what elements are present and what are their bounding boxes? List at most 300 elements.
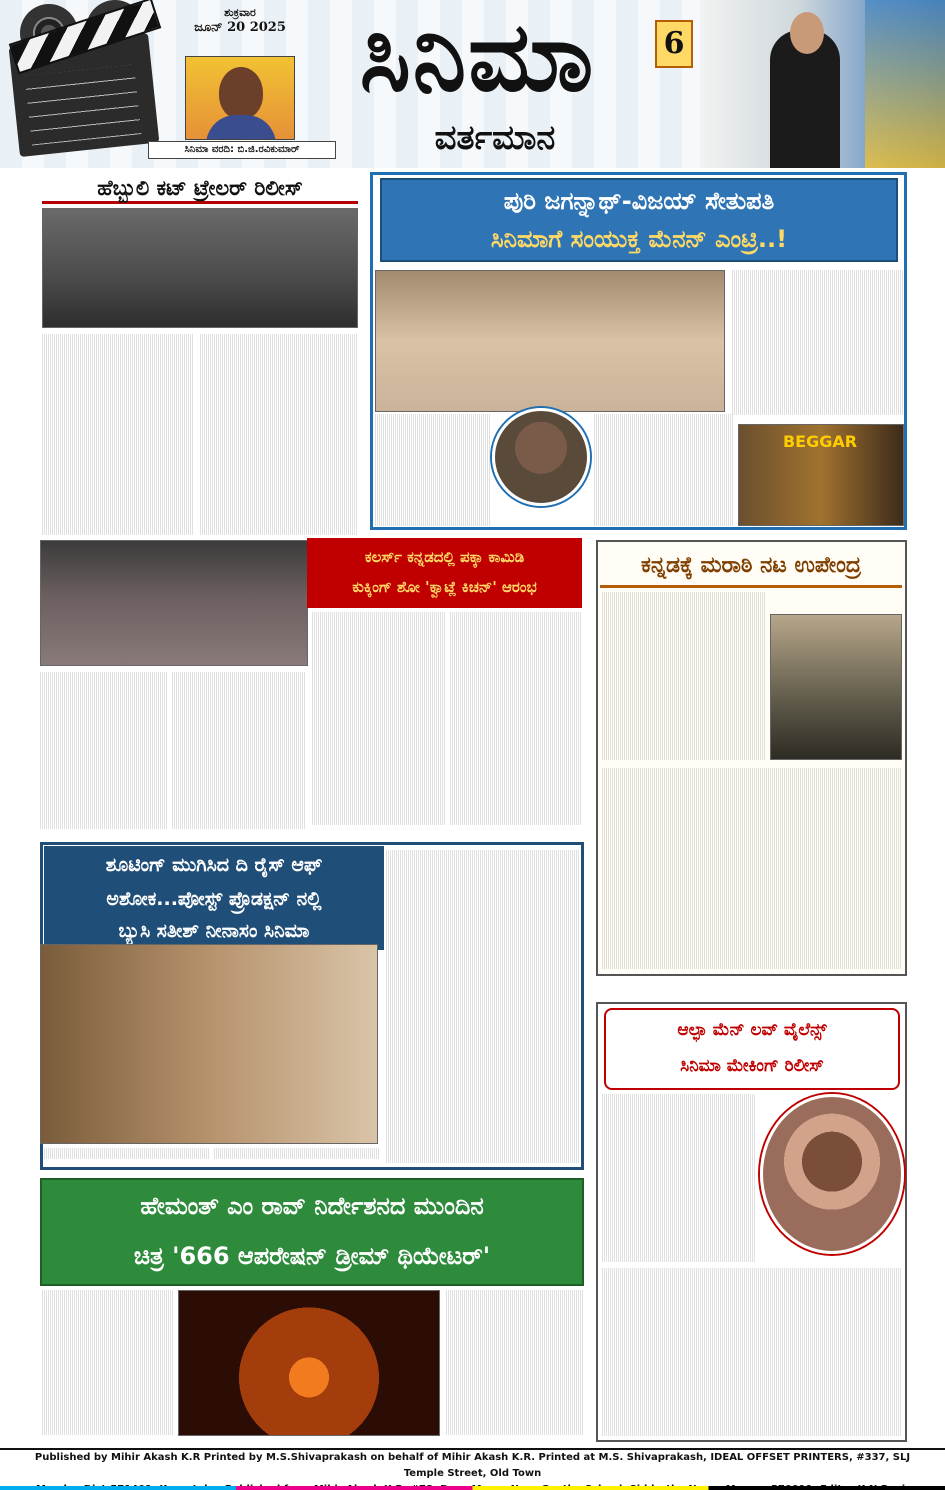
text-line	[386, 1074, 580, 1085]
text-line	[386, 1152, 580, 1163]
text-line	[732, 337, 904, 348]
text-line	[386, 1119, 580, 1130]
text-line	[594, 459, 734, 470]
colors-kannada-headline-line2: ಕುಕ್ಕಿಂಗ್ ಶೋ 'ಕ್ವಾಟ್ಲೆ ಕಿಚನ್' ಆರಂಭ	[352, 578, 537, 596]
text-line	[40, 739, 168, 750]
text-line	[42, 1424, 174, 1435]
text-line	[602, 1251, 756, 1262]
text-line	[602, 846, 902, 857]
newspaper-logo: ಸಿನಿಮಾ	[359, 1, 596, 113]
text-line	[312, 634, 446, 645]
text-line	[594, 481, 734, 492]
text-line	[200, 513, 358, 524]
text-line	[386, 884, 580, 895]
text-line	[602, 869, 902, 880]
text-line	[312, 657, 446, 668]
hero-deity-figure	[865, 0, 945, 168]
text-line	[602, 1228, 756, 1239]
text-line	[602, 637, 766, 648]
text-line	[602, 824, 902, 835]
text-line	[42, 491, 194, 502]
beggar-poster-title: BEGGAR	[782, 432, 858, 451]
text-line	[42, 479, 194, 490]
text-line	[42, 1324, 174, 1335]
text-line	[602, 768, 902, 779]
text-line	[40, 683, 168, 694]
text-line	[450, 623, 582, 634]
ashoka-column-bottom-2	[214, 1148, 380, 1168]
text-line	[42, 502, 194, 513]
alpha-headline-line1: ಆಲ್ಫಾ ಮೆನ್ ಲವ್ ವೈಲೆನ್ಸ್	[677, 1020, 827, 1040]
text-line	[172, 762, 306, 773]
text-line	[446, 1391, 584, 1402]
colors-kannada-headline-line1: ಕಲರ್ಸ್ ಕನ್ನಡದಲ್ಲಿ ಪಕ್ಕಾ ಕಾಮಿಡಿ	[364, 548, 525, 566]
upendra-column-bottom	[602, 768, 902, 970]
text-line	[172, 706, 306, 717]
text-line	[42, 524, 194, 535]
text-line	[450, 780, 582, 791]
colors-column-2	[172, 672, 306, 834]
text-line	[446, 1357, 584, 1368]
text-line	[732, 304, 904, 315]
text-line	[602, 1302, 902, 1313]
alpha-column-left	[602, 1094, 756, 1264]
hemanth-column-left	[42, 1290, 174, 1440]
text-line	[42, 1368, 174, 1379]
text-line	[450, 634, 582, 645]
text-line	[200, 401, 358, 412]
text-line	[375, 470, 490, 481]
alpha-director-photo	[760, 1094, 904, 1254]
text-line	[375, 515, 490, 526]
text-line	[375, 459, 490, 470]
text-line	[386, 984, 580, 995]
text-line	[386, 1063, 580, 1074]
text-line	[312, 757, 446, 768]
text-line	[732, 393, 904, 404]
text-line	[200, 379, 358, 390]
text-line	[602, 891, 902, 902]
text-line	[172, 739, 306, 750]
text-line	[602, 902, 902, 913]
puri-headline-line2: ಸಿನಿಮಾಗೆ ಸಂಯುಕ್ತ ಮೆನನ್ ಎಂಟ್ರಿ..!	[490, 225, 788, 253]
hemanth-poster-photo	[178, 1290, 440, 1436]
text-line	[602, 1402, 902, 1413]
text-line	[602, 1195, 756, 1206]
text-line	[172, 683, 306, 694]
text-line	[602, 790, 902, 801]
text-line	[312, 735, 446, 746]
text-line	[42, 1301, 174, 1312]
text-line	[386, 872, 580, 883]
imprint-line-1: Published by Mihir Akash K.R Printed by M.S.Shivaprakash on behalf of Mihir Akash K.R. Printed at M.S. Shivaprakash, IDEAL OFFSET PRINTERS, #337, SLJ Temple Street, Old Town	[34, 1452, 911, 1479]
text-line	[602, 592, 766, 603]
text-line	[602, 715, 766, 726]
text-line	[732, 348, 904, 359]
text-line	[375, 481, 490, 492]
text-line	[42, 468, 194, 479]
text-line	[446, 1324, 584, 1335]
text-line	[602, 1335, 902, 1346]
text-line	[602, 749, 766, 760]
text-line	[386, 1007, 580, 1018]
text-line	[312, 646, 446, 657]
text-line	[594, 436, 734, 447]
text-line	[386, 951, 580, 962]
upendra-column-left	[602, 592, 766, 764]
text-line	[446, 1290, 584, 1301]
text-line	[602, 682, 766, 693]
text-line	[602, 1184, 756, 1195]
text-line	[602, 1116, 756, 1127]
hero-actor-face	[790, 12, 824, 54]
upendra-headline: ಕನ್ನಡಕ್ಕೆ ಮರಾಠಿ ನಟ ಉಪೇಂದ್ರ	[600, 544, 902, 588]
text-line	[446, 1402, 584, 1413]
text-line	[172, 728, 306, 739]
text-line	[450, 757, 582, 768]
text-line	[602, 1094, 756, 1105]
text-line	[602, 1324, 902, 1335]
text-line	[602, 603, 766, 614]
masthead	[0, 0, 945, 168]
text-line	[594, 448, 734, 459]
text-line	[602, 737, 766, 748]
text-line	[386, 906, 580, 917]
text-line	[200, 356, 358, 367]
text-line	[312, 702, 446, 713]
text-line	[450, 802, 582, 813]
text-line	[312, 802, 446, 813]
author-head	[219, 67, 263, 119]
text-line	[594, 492, 734, 503]
text-line	[450, 668, 582, 679]
text-line	[386, 861, 580, 872]
text-line	[602, 1313, 902, 1324]
text-line	[450, 612, 582, 623]
puri-cast-group-photo	[375, 270, 725, 412]
text-line	[40, 795, 168, 806]
hebbuli-trailer-event-photo	[42, 208, 358, 328]
text-line	[450, 702, 582, 713]
text-line	[386, 973, 580, 984]
text-line	[450, 735, 582, 746]
issue-date	[190, 6, 290, 35]
text-line	[602, 858, 902, 869]
text-line	[602, 704, 766, 715]
text-line	[40, 762, 168, 773]
text-line	[200, 502, 358, 513]
ashoka-column-right	[386, 850, 580, 1164]
text-line	[386, 1141, 580, 1152]
text-line	[450, 746, 582, 757]
text-line	[602, 1172, 756, 1183]
page-number: 6	[655, 20, 693, 68]
vijay-sethupathi-inset-photo	[492, 408, 590, 506]
text-line	[312, 679, 446, 690]
text-line	[172, 806, 306, 817]
text-line	[42, 1335, 174, 1346]
text-line	[602, 1139, 756, 1150]
puri-column-bottom-left	[375, 414, 490, 526]
text-line	[602, 1413, 902, 1424]
text-line	[732, 382, 904, 393]
imprint-text	[20, 1450, 925, 1484]
text-line	[312, 780, 446, 791]
text-line	[44, 1148, 210, 1159]
newspaper-logo-subtitle: ವರ್ತಮಾನ	[434, 118, 556, 158]
text-line	[200, 390, 358, 401]
text-line	[312, 668, 446, 679]
text-line	[200, 491, 358, 502]
text-line	[386, 928, 580, 939]
text-line	[450, 713, 582, 724]
text-line	[602, 936, 902, 947]
text-line	[446, 1301, 584, 1312]
text-line	[602, 659, 766, 670]
text-line	[450, 813, 582, 824]
text-line	[172, 817, 306, 828]
text-line	[42, 334, 194, 345]
text-line	[732, 371, 904, 382]
print-registration-color-bar	[0, 1486, 945, 1490]
text-line	[450, 646, 582, 657]
ashoka-column-bottom-1	[44, 1148, 210, 1168]
text-line	[386, 1096, 580, 1107]
text-line	[450, 690, 582, 701]
text-line	[594, 414, 734, 425]
text-line	[386, 917, 580, 928]
text-line	[386, 1051, 580, 1062]
text-line	[200, 368, 358, 379]
text-line	[172, 795, 306, 806]
text-line	[312, 791, 446, 802]
text-line	[172, 750, 306, 761]
text-line	[40, 672, 168, 683]
text-line	[386, 850, 580, 861]
text-line	[42, 379, 194, 390]
text-line	[200, 457, 358, 468]
text-line	[200, 424, 358, 435]
text-line	[42, 1380, 174, 1391]
text-line	[40, 717, 168, 728]
text-line	[450, 791, 582, 802]
text-line	[214, 1148, 380, 1159]
hebbuli-column-2	[200, 334, 358, 536]
text-line	[40, 784, 168, 795]
text-line	[200, 446, 358, 457]
text-line	[42, 1413, 174, 1424]
text-line	[172, 672, 306, 683]
hebbuli-headline: ಹೆಬ್ಬುಲಿ ಕಟ್ ಟ್ರೇಲರ್ ರಿಲೀಸ್	[42, 172, 358, 204]
ashoka-headline-line2: ಅಶೋಕ...ಪೋಸ್ಟ್ ಪ್ರೊಡಕ್ಷನ್ ನಲ್ಲಿ	[106, 888, 322, 910]
author-body	[206, 115, 276, 140]
text-line	[446, 1346, 584, 1357]
text-line	[312, 690, 446, 701]
colors-kannada-group-photo	[40, 540, 308, 666]
text-line	[602, 1425, 902, 1436]
puri-column-top-right	[732, 270, 904, 420]
text-line	[446, 1413, 584, 1424]
text-line	[602, 913, 902, 924]
text-line	[732, 315, 904, 326]
text-line	[42, 1391, 174, 1402]
text-line	[200, 345, 358, 356]
text-line	[42, 1402, 174, 1413]
text-line	[602, 1346, 902, 1357]
text-line	[386, 962, 580, 973]
text-line	[732, 360, 904, 371]
text-line	[375, 414, 490, 425]
text-line	[42, 1357, 174, 1368]
text-line	[446, 1368, 584, 1379]
text-line	[602, 726, 766, 737]
text-line	[446, 1312, 584, 1323]
text-line	[602, 626, 766, 637]
text-line	[602, 813, 902, 824]
text-line	[602, 1128, 756, 1139]
upendra-actor-photo	[770, 614, 902, 760]
puri-column-bottom-middle	[594, 414, 734, 526]
text-line	[446, 1424, 584, 1435]
text-line	[200, 479, 358, 490]
text-line	[172, 773, 306, 784]
text-line	[312, 813, 446, 824]
text-line	[42, 424, 194, 435]
text-line	[450, 724, 582, 735]
text-line	[602, 779, 902, 790]
text-line	[40, 806, 168, 817]
masthead-hero-photo	[700, 0, 945, 168]
text-line	[732, 281, 904, 292]
text-line	[386, 1018, 580, 1029]
text-line	[200, 468, 358, 479]
text-line	[602, 802, 902, 813]
text-line	[594, 504, 734, 515]
colors-column-1	[40, 672, 168, 834]
text-line	[42, 446, 194, 457]
issue-weekday: ಶುಕ್ರವಾರ	[224, 6, 256, 19]
text-line	[602, 1268, 902, 1279]
text-line	[386, 895, 580, 906]
text-line	[386, 1130, 580, 1141]
text-line	[386, 995, 580, 1006]
text-line	[200, 412, 358, 423]
text-line	[200, 524, 358, 535]
text-line	[172, 784, 306, 795]
text-line	[602, 1105, 756, 1116]
ashoka-headline-line1: ಶೂಟಿಂಗ್ ಮುಗಿಸಿದ ದಿ ರೈಸ್ ಆಫ್	[105, 854, 323, 876]
text-line	[602, 1380, 902, 1391]
text-line	[40, 817, 168, 828]
text-line	[42, 401, 194, 412]
text-line	[594, 425, 734, 436]
issue-full-date: ಜೂನ್ 20 2025	[194, 20, 286, 35]
alpha-column-bottom	[602, 1268, 902, 1438]
text-line	[40, 694, 168, 705]
text-line	[312, 769, 446, 780]
ashoka-headline-line3: ಬ್ಯುಸಿ ಸತೀಶ್ ನೀನಾಸಂ ಸಿನಿಮಾ	[118, 920, 310, 942]
text-line	[42, 356, 194, 367]
text-line	[602, 947, 902, 958]
text-line	[200, 435, 358, 446]
text-line	[732, 270, 904, 281]
text-line	[450, 679, 582, 690]
text-line	[602, 648, 766, 659]
text-line	[602, 1290, 902, 1301]
text-line	[312, 746, 446, 757]
text-line	[42, 1312, 174, 1323]
text-line	[312, 623, 446, 634]
text-line	[312, 713, 446, 724]
text-line	[172, 694, 306, 705]
text-line	[602, 835, 902, 846]
text-line	[602, 880, 902, 891]
text-line	[200, 334, 358, 345]
text-line	[450, 657, 582, 668]
text-line	[386, 1107, 580, 1118]
text-line	[602, 614, 766, 625]
text-line	[602, 958, 902, 969]
text-line	[602, 1239, 756, 1250]
text-line	[375, 504, 490, 515]
author-photo	[185, 56, 295, 140]
text-line	[40, 706, 168, 717]
text-line	[450, 769, 582, 780]
text-line	[42, 390, 194, 401]
text-line	[375, 448, 490, 459]
text-line	[42, 457, 194, 468]
author-caption: ಸಿನಿಮಾ ವರದಿ: ಬಿ.ಜಿ.ರವಿಕುಮಾರ್	[148, 141, 336, 159]
text-line	[594, 470, 734, 481]
hemanth-column-right	[446, 1290, 584, 1440]
colors-column-3	[312, 612, 446, 834]
clapperboard-lines	[25, 64, 142, 145]
text-line	[602, 1150, 756, 1161]
text-line	[42, 412, 194, 423]
text-line	[602, 1161, 756, 1172]
text-line	[42, 1290, 174, 1301]
text-line	[602, 693, 766, 704]
colors-column-4	[450, 612, 582, 834]
alpha-headline-line2: ಸಿನಿಮಾ ಮೇಕಿಂಗ್ ರಿಲೀಸ್	[680, 1056, 824, 1076]
text-line	[42, 345, 194, 356]
text-line	[602, 1369, 902, 1380]
text-line	[602, 1217, 756, 1228]
text-line	[386, 1085, 580, 1096]
text-line	[386, 940, 580, 951]
text-line	[40, 773, 168, 784]
hebbuli-column-1	[42, 334, 194, 536]
text-line	[375, 492, 490, 503]
text-line	[40, 728, 168, 739]
text-line	[312, 612, 446, 623]
text-line	[732, 292, 904, 303]
ashoka-film-still-photo	[40, 944, 378, 1144]
hemanth-headline-line2: ಚಿತ್ರ '666 ಆಪರೇಷನ್ ಡ್ರೀಮ್ ಥಿಯೇಟರ್'	[133, 1242, 491, 1270]
text-line	[375, 425, 490, 436]
text-line	[42, 368, 194, 379]
text-line	[386, 1040, 580, 1051]
puri-headline-line1: ಪುರಿ ಜಗನ್ನಾಥ್-ವಿಜಯ್ ಸೇತುಪತಿ	[503, 187, 775, 215]
text-line	[40, 750, 168, 761]
text-line	[42, 435, 194, 446]
text-line	[602, 670, 766, 681]
text-line	[602, 1206, 756, 1217]
text-line	[42, 513, 194, 524]
text-line	[602, 1279, 902, 1290]
hemanth-headline-line1: ಹೇಮಂತ್ ಎಂ ರಾವ್ ನಿರ್ದೇಶನದ ಮುಂದಿನ	[140, 1192, 484, 1220]
text-line	[172, 717, 306, 728]
